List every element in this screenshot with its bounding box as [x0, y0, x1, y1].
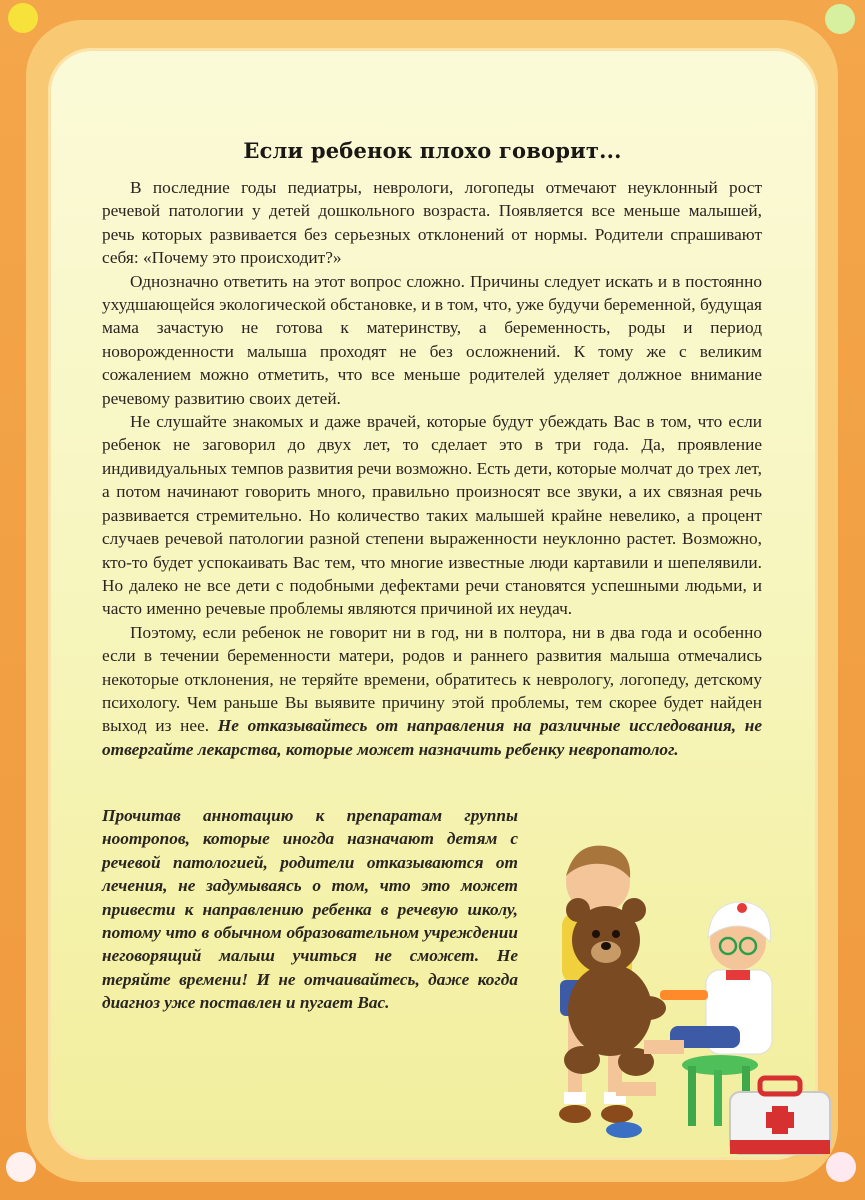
corner-dot-top-right: [825, 4, 855, 34]
paragraph-1: В последние годы педиатры, неврологи, логопеды отмечают неуклонный рост речевой патологии у детей дошкольного возраста. Появляется все меньше малышей, речь которых развивается без серьезных отклонений от нормы. Родители спрашивают себя: «Почему это происходит?»: [102, 178, 762, 268]
emphasis-column: Прочитав аннотацию к препаратам группы ноотропов, которые иногда назначают детям с речевой патологией, родители отказываются от лечения, не задумываясь о том, что это может привести к направлению ребенка в речевую школу, потому что в обычном образовательном учреждении неговорящий малыш учиться не сможет. Не теряйте времени! И не отчаивайтесь, даже когда диагноз уже поставлен и пугает Вас.: [102, 806, 518, 1013]
page-title: Если ребенок плохо говорит...: [243, 138, 622, 163]
corner-dot-bottom-left: [6, 1152, 36, 1182]
paragraph-2: Однозначно ответить на этот вопрос сложно. Причины следует искать и в постоянно ухудшающейся экологической обстановке, и в том, что, уже будучи беременной, будущая мама зачастую не готова к материнству, а беременность, роды и период новорожденности малыша проходят не без осложнений. К тому же с великим сожалением можно отметить, что все меньше родителей уделяет должное внимание речевому развитию своих детей.: [102, 271, 762, 408]
paragraph-4-text: Поэтому, если ребенок не говорит ни в год, ни в полтора, ни в два года и особенно если в течении беременности матери, родов и раннего развития малыша отмечались некоторые отклонения, не теряйте времени, обратитесь к неврологу, логопеду, детскому психологу. Чем раньше Вы выявите причину этой проблемы, тем скорее будет найден выход из нее.: [102, 622, 762, 736]
article-body: [102, 176, 762, 761]
illustration-children-doctor: [520, 830, 840, 1170]
corner-dot-top-left: [8, 3, 38, 33]
paragraph-3: Не слушайте знакомых и даже врачей, которые будут убеждать Вас в том, что если ребенок не заговорил до двух лет, то сделает это в три года. Да, проявление индивидуальных темпов развития речи возможно. Есть дети, которые молчат до трех лет, а потом начинают говорить много, правильно произносят все звуки, а их связная речь развивается стремительно. Но количество таких малышей крайне невелико, а процент случаев речевой патологии разной степени выраженности неуклонно растет. Возможно, кто-то будет успокаивать Вас тем, что многие известные люди картавили и шепелявили. Но далеко не все дети с подобными дефектами речи становятся успешными людьми, и часто именно речевые проблемы являются причиной их неудач.: [102, 412, 762, 619]
emphasis-inline: Не отказывайтесь от направления на различные исследования, не отвергайте лекарства, которые может назначить ребенку невропатолог.: [102, 716, 763, 759]
paragraph-4: [102, 621, 762, 761]
